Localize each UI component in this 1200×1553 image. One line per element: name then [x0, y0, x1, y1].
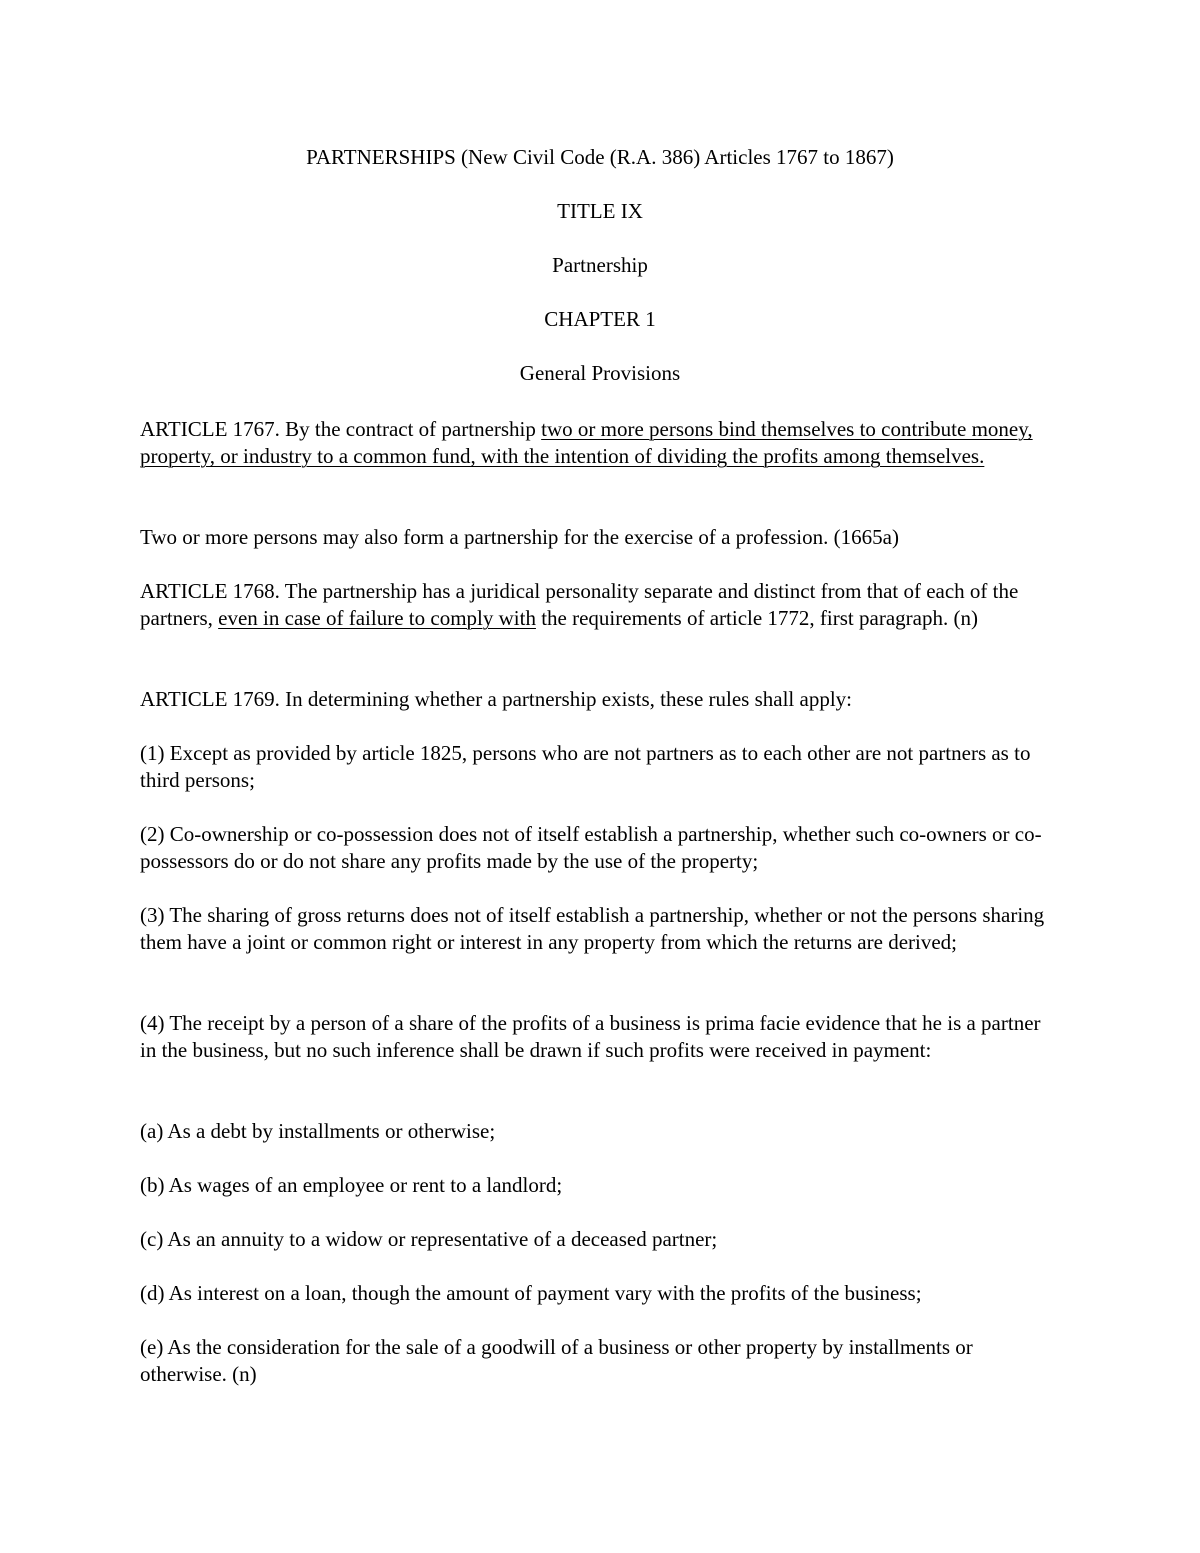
subrule-e: (e) As the consideration for the sale of a goodwill of a business or other property by installments or otherwise. (n) — [140, 1335, 973, 1386]
title-heading: TITLE IX — [557, 199, 643, 223]
article-1768-underlined: even in case of failure to comply with — [218, 606, 536, 630]
chapter-title-heading: General Provisions — [519, 361, 681, 385]
rule-2: (2) Co-ownership or co-possession does not of itself establish a partnership, whether such co-owners or co-possessors do or do not share any profits made by the use of the property; — [140, 822, 1042, 873]
chapter-heading: CHAPTER 1 — [544, 307, 656, 331]
rule-4: (4) The receipt by a person of a share of the profits of a business is prima facie evidence that he is a partner in the business, but no such inference shall be drawn if such profits were received in payment: — [140, 1011, 1041, 1062]
article-1769: ARTICLE 1769. In determining whether a partnership exists, these rules shall apply: — [140, 687, 852, 711]
subrule-b: (b) As wages of an employee or rent to a landlord; — [140, 1173, 563, 1197]
rule-1: (1) Except as provided by article 1825, persons who are not partners as to each other are not partners as to third persons; — [140, 741, 1031, 792]
subtitle-heading: Partnership — [552, 253, 648, 277]
article-1767-prefix: ARTICLE 1767. By the contract of partnership — [140, 417, 542, 441]
article-1767-paragraph-2: Two or more persons may also form a partnership for the exercise of a profession. (1665a) — [140, 525, 899, 549]
subrule-a: (a) As a debt by installments or otherwise; — [140, 1119, 496, 1143]
document-header: PARTNERSHIPS (New Civil Code (R.A. 386) Articles 1767 to 1867) — [306, 145, 894, 169]
article-1767-underlined: two or more persons bind themselves to contribute money, property, or industry to a common fund, with the intention of dividing the profits among themselves. — [140, 417, 1033, 468]
subrule-c: (c) As an annuity to a widow or representative of a deceased partner; — [140, 1227, 718, 1251]
subrule-d: (d) As interest on a loan, though the amount of payment vary with the profits of the business; — [140, 1281, 922, 1305]
article-1768 — [140, 578, 1060, 632]
rule-3: (3) The sharing of gross returns does not of itself establish a partnership, whether or not the persons sharing them have a joint or common right or interest in any property from which the returns are derived; — [140, 903, 1045, 954]
article-1768-suffix: the requirements of article 1772, first paragraph. (n) — [535, 606, 978, 630]
article-1768-prefix: ARTICLE 1768. The partnership has a juridical personality separate and distinct from that of each of the partners, — [140, 579, 1019, 630]
article-1767 — [140, 416, 1060, 470]
